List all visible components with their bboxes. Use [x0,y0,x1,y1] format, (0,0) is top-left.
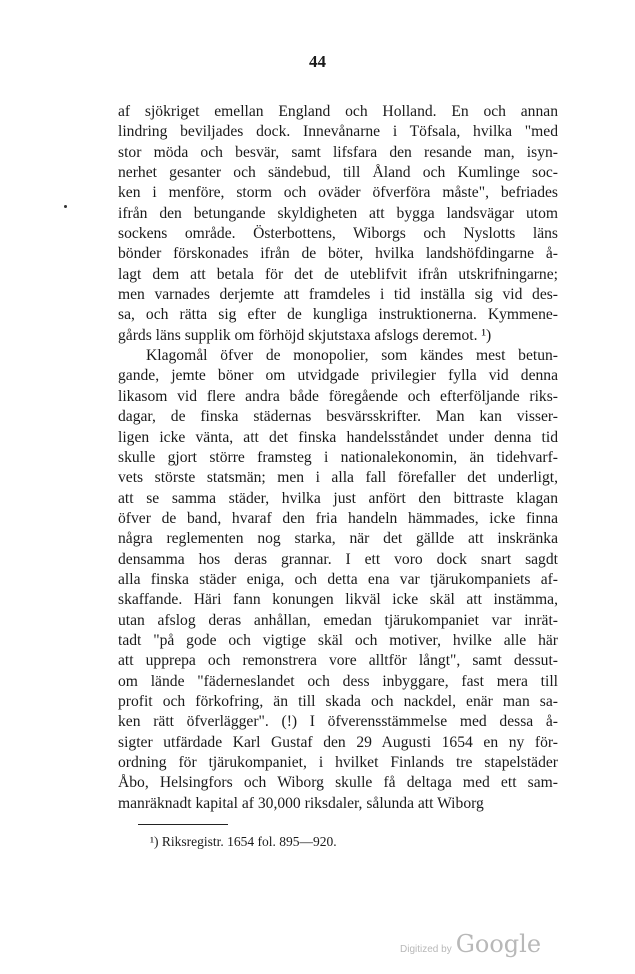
watermark-prefix: Digitized by [400,944,452,955]
text-line: att upprepa och remonstrera vore alltför långt", samt dessut- [118,652,558,670]
text-line: bönder förskonades ifrån de böter, hvilka landshöfdingarne å- [118,245,558,263]
body-text [118,102,558,814]
text-line: lindring beviljades dock. Innevånarne i Töfsala, hvilka "med [118,123,558,141]
text-line: Åbo, Helsingfors och Wiborg skulle få deltaga med ett sam- [118,774,558,792]
text-line: sa, och rätta sig efter de kungliga instruktionerna. Kymmene- [118,306,558,324]
text-line: ligen icke vänta, att det finska handelsståndet under denna tid [118,428,558,446]
text-line: gande, jemte böner om utvidgade privilegier fylla vid denna [118,367,558,385]
text-line: profit och förkofring, än till skada och nackdel, enär man sa- [118,692,558,710]
text-line: sockens område. Österbottens, Wiborgs och Nyslotts läns [118,225,558,243]
text-line: gårds läns supplik om förhöjd skjutstaxa afslogs deremot. ¹) [118,326,492,344]
text-line: skulle gjort större framsteg i nationalekonomin, än tidehvarf- [118,448,558,466]
text-line: nerhet gesanter och sändebud, till Åland och Kumlinge soc- [118,164,558,182]
text-line: sigter utfärdade Karl Gustaf den 29 Augusti 1654 en ny för- [118,733,558,751]
digitized-watermark [400,930,541,958]
text-line: ken rätt öfverlägger". (!) I öfverensstämmelse med dessa å- [118,713,558,731]
text-line: dagar, de finska städernas besvärsskrifter. Man kan visser- [118,408,558,426]
text-line: lagt dem att betala för det de uteblifvit ifrån utskrifningarne; [118,265,558,283]
text-line: Klagomål öfver de monopolier, som kändes mest betun- [146,347,558,365]
footnote-rule [138,824,228,825]
footnote: ¹) Riksregistr. 1654 fol. 895—920. [150,834,337,849]
text-line: alla finska städer eniga, och detta ena var tjärukompaniets af- [118,570,558,588]
text-line: stor möda och besvär, samt lifsfara den resande man, isyn- [118,143,558,161]
text-line: tadt "på gode och vigtige skäl och motiver, hvilke alle här [118,631,558,649]
text-line: af sjökriget emellan England och Holland. En och annan [118,103,558,120]
text-line: densamma hos deras grannar. I ett voro dock snart sagdt [118,550,558,568]
text-line: ordning för tjärukompaniet, i hvilket Finlands tre stapelstäder [118,754,558,771]
text-line: några reglementen nog starka, när det gällde att inskränka [118,530,558,548]
watermark-logo: Google [455,930,542,958]
text-line: om lände "fäderneslandet och dess inbyggare, fast mera till [118,672,558,690]
text-line: att se samma städer, hvilka just anfört den bittraste klagan [118,489,558,507]
text-line: vets störste statsmän; men i alla fall förefaller det underligt, [118,469,558,487]
text-line: men varnades derjemte att framdeles i tid inställa sig vid des- [118,286,558,304]
page-number: 44 [309,52,326,71]
margin-mark [64,205,67,208]
text-line: likasom vid flere andra både föregående och efterföljande riks- [118,387,558,405]
text-line: ifrån den betungande skyldigheten att bygga landsvägar utom [118,204,558,222]
text-line: öfver de band, hvaraf den fria handeln hämmades, icke finna [118,509,558,527]
text-line: skaffande. Häri fann konungen likväl icke skäl att instämma, [118,591,558,609]
text-line: manräknadt kapital af 30,000 riksdaler, sålunda att Wiborg [118,794,484,812]
text-line: ken i menföre, storm och oväder öfverföra måste", befriades [118,184,558,202]
text-line: utan afslog deras anhållan, emedan tjärukompaniet var inrät- [118,611,558,629]
